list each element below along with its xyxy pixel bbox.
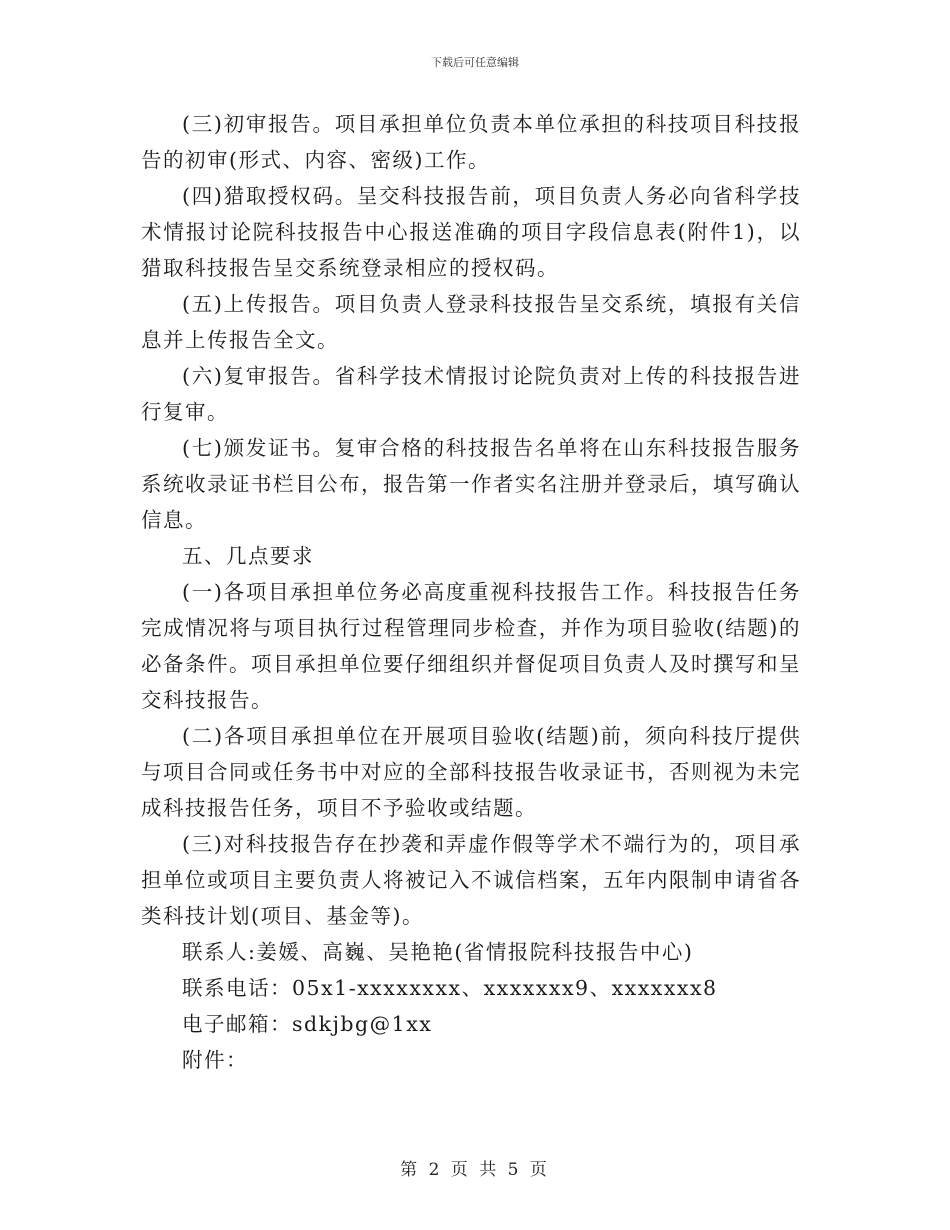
paragraph-requirement-2: (二)各项目承担单位在开展项目验收(结题)前，须向科技厅提供与项目合同或任务书中对应的全部科技报告收录证书，否则视为未完成科技报告任务，项目不予验收或结题。 — [141, 724, 801, 820]
contact-people: 联系人:姜媛、高巍、吴艳艳(省情报院科技报告中心) — [182, 940, 694, 964]
paragraph-requirement-3: (三)对科技报告存在抄袭和弄虚作假等学术不端行为的，项目承担单位或项目主要负责人将被记入不诚信档案，五年内限制申请省各类科技计划(项目、基金等)。 — [141, 832, 801, 928]
paragraph-certificate: (七)颁发证书。复审合格的科技报告名单将在山东科技报告服务系统收录证书栏目公布，报告第一作者实名注册并登录后，填写确认信息。 — [141, 436, 801, 532]
document-body — [141, 106, 801, 1078]
section-heading-requirements: 五、几点要求 — [182, 544, 314, 568]
paragraph-re-review: (六)复审报告。省科学技术情报讨论院负责对上传的科技报告进行复审。 — [141, 364, 801, 424]
paragraph-authorization-code: (四)猎取授权码。呈交科技报告前，项目负责人务必向省科学技术情报讨论院科技报告中心报送准确的项目字段信息表(附件1)，以猎取科技报告呈交系统登录相应的授权码。 — [141, 184, 801, 280]
paragraph-upload-report: (五)上传报告。项目负责人登录科技报告呈交系统，填报有关信息并上传报告全文。 — [141, 292, 801, 352]
page-number: 第 2 页 共 5 页 — [400, 1160, 550, 1180]
paragraph-preliminary-review: (三)初审报告。项目承担单位负责本单位承担的科技项目科技报告的初审(形式、内容、密级)工作。 — [141, 112, 801, 172]
page-header: 下载后可任意编辑 — [431, 56, 519, 69]
contact-phone: 联系电话：05x1-xxxxxxxx、xxxxxxx9、xxxxxxx8 — [182, 976, 718, 1000]
contact-email: 电子邮箱：sdkjbg@1xx — [182, 1012, 433, 1036]
attachment-label: 附件： — [182, 1048, 248, 1072]
paragraph-requirement-1: (一)各项目承担单位务必高度重视科技报告工作。科技报告任务完成情况将与项目执行过程管理同步检查，并作为项目验收(结题)的必备条件。项目承担单位要仔细组织并督促项目负责人及时撰写和呈交科技报告。 — [141, 580, 801, 712]
